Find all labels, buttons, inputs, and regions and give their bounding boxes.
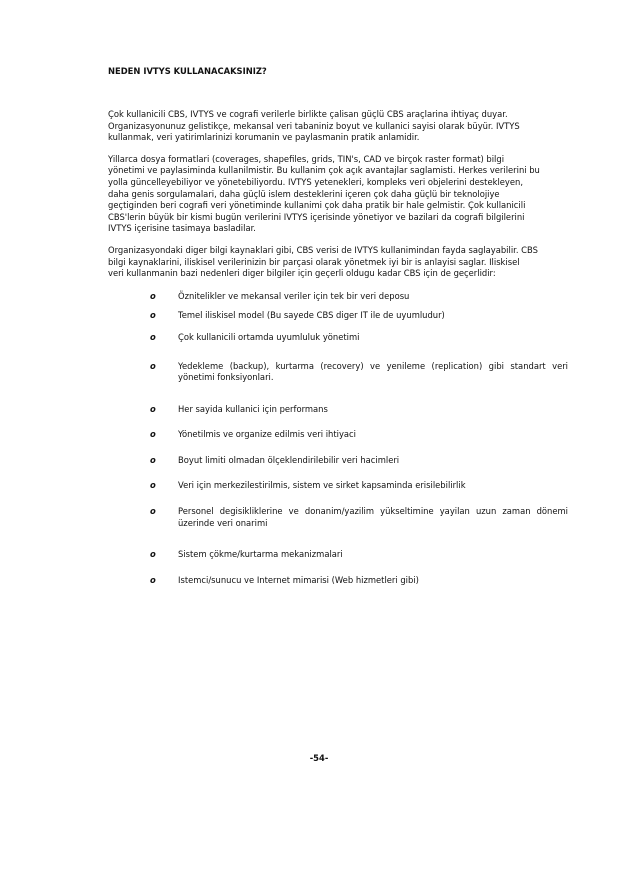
paragraph-intro — [108, 109, 568, 144]
list-item — [150, 291, 568, 303]
list-item — [150, 310, 568, 322]
reasons-list — [108, 291, 568, 587]
paragraph-history — [108, 154, 568, 235]
paragraph-line: IVTYS içerisine tasimaya basladilar. — [108, 223, 256, 234]
paragraph-reasons — [108, 245, 568, 280]
list-item-text: Yönetilmis ve organize edilmis veri ihtiyaci — [178, 429, 356, 440]
paragraph-line: veri kullanmanin bazi nedenleri diger bilgiler için geçerli oldugu kadar CBS için de geçerlidir: — [108, 268, 496, 279]
list-item-text: Çok kullanicili ortamda uyumluluk yönetimi — [178, 331, 360, 342]
paragraph-line: geçtiginden beri cografi veri yönetiminde kullanimi çok daha pratik bir hale gelmistir. Çok kullanicili — [108, 200, 526, 211]
paragraph-line: daha genis sorgulamalari, daha güçlü islem desteklerini içeren çok daha güçlü bir teknolojiye — [108, 188, 500, 199]
paragraph-line: Yillarca dosya formatlari (coverages, shapefiles, grids, TIN's, CAD ve birçok raster format) bilgi — [108, 153, 505, 164]
list-item-text: Yedekleme (backup), kurtarma (recovery) ve yenileme (replication) gibi standart veri yönetimi fonksiyonlari. — [178, 360, 568, 383]
list-item — [150, 575, 568, 587]
bullet-marker: o — [150, 549, 156, 560]
paragraph-line: kullanmak, veri yatirimlarinizi korumanin ve paylasmanin pratik anlamidir. — [108, 132, 420, 143]
paragraph-line: yolla güncelleyebiliyor ve yönetebiliyordu. IVTYS yetenekleri, kompleks veri objelerini destekleyen, — [108, 176, 524, 187]
paragraph-line: Çok kullanicili CBS, IVTYS ve cografi verilerle birlikte çalisan güçlü CBS araçlarina ihtiyaç duyar. — [108, 109, 508, 119]
section-heading: NEDEN IVTYS KULLANACAKSINIZ? — [108, 66, 267, 76]
list-item-text: Boyut limiti olmadan ölçeklendirilebilir veri hacimleri — [178, 454, 400, 465]
list-item — [150, 332, 568, 344]
list-item — [150, 480, 568, 492]
list-item — [150, 506, 568, 529]
bullet-marker: o — [150, 310, 156, 321]
list-item — [150, 549, 568, 561]
bullet-marker: o — [150, 429, 156, 440]
list-item — [150, 455, 568, 467]
paragraph-line: CBS'lerin büyük bir kismi bugün verilerini IVTYS içerisinde yönetiyor ve bazilari da cografi bilgilerini — [108, 211, 525, 222]
bullet-marker: o — [150, 574, 156, 585]
paragraph-line: Organizasyonunuz gelistikçe, mekansal veri tabaniniz boyut ve kullanici sayisi olarak büyür. IVTYS — [108, 120, 520, 131]
list-item — [150, 404, 568, 416]
bullet-marker: o — [150, 454, 156, 465]
list-item-text: Veri için merkezilestirilmis, sistem ve sirket kapsaminda erisilebilirlik — [178, 480, 466, 491]
list-item-text: Personel degisikliklerine ve donanim/yazilim yükseltimine yayilan uzun zaman dönemi üzerinde veri onarimi — [178, 506, 568, 528]
bullet-marker: o — [150, 480, 156, 491]
page-number: -54- — [309, 753, 329, 763]
bullet-marker: o — [150, 331, 156, 342]
bullet-marker: o — [150, 290, 156, 301]
list-item — [150, 429, 568, 441]
list-item-text: Temel iliskisel model (Bu sayede CBS diger IT ile de uyumludur) — [178, 310, 445, 321]
list-item — [150, 361, 568, 384]
list-item-text: Sistem çökme/kurtarma mekanizmalari — [178, 549, 343, 560]
bullet-marker: o — [150, 506, 156, 517]
list-item-text: Öznitelikler ve mekansal veriler için tek bir veri deposu — [178, 290, 410, 301]
list-item-text: Istemci/sunucu ve Internet mimarisi (Web hizmetleri gibi) — [178, 574, 419, 585]
paragraph-line: bilgi kaynaklarini, iliskisel verilerinizin bir parçasi olarak yönetmek iyi bir is anlayisi saglar. Iliskisel — [108, 256, 520, 267]
bullet-marker: o — [150, 403, 156, 414]
page-content — [108, 66, 568, 586]
bullet-marker: o — [150, 360, 156, 371]
paragraph-line: yönetimi ve paylasiminda kullanilmistir. Bu kullanim çok açık avantajlar saglamisti. Herkes verilerini bu — [108, 165, 540, 176]
paragraph-line: Organizasyondaki diger bilgi kaynaklari gibi, CBS verisi de IVTYS kullanimindan fayda saglayabilir. CBS — [108, 244, 538, 255]
list-item-text: Her sayida kullanici için performans — [178, 403, 328, 414]
